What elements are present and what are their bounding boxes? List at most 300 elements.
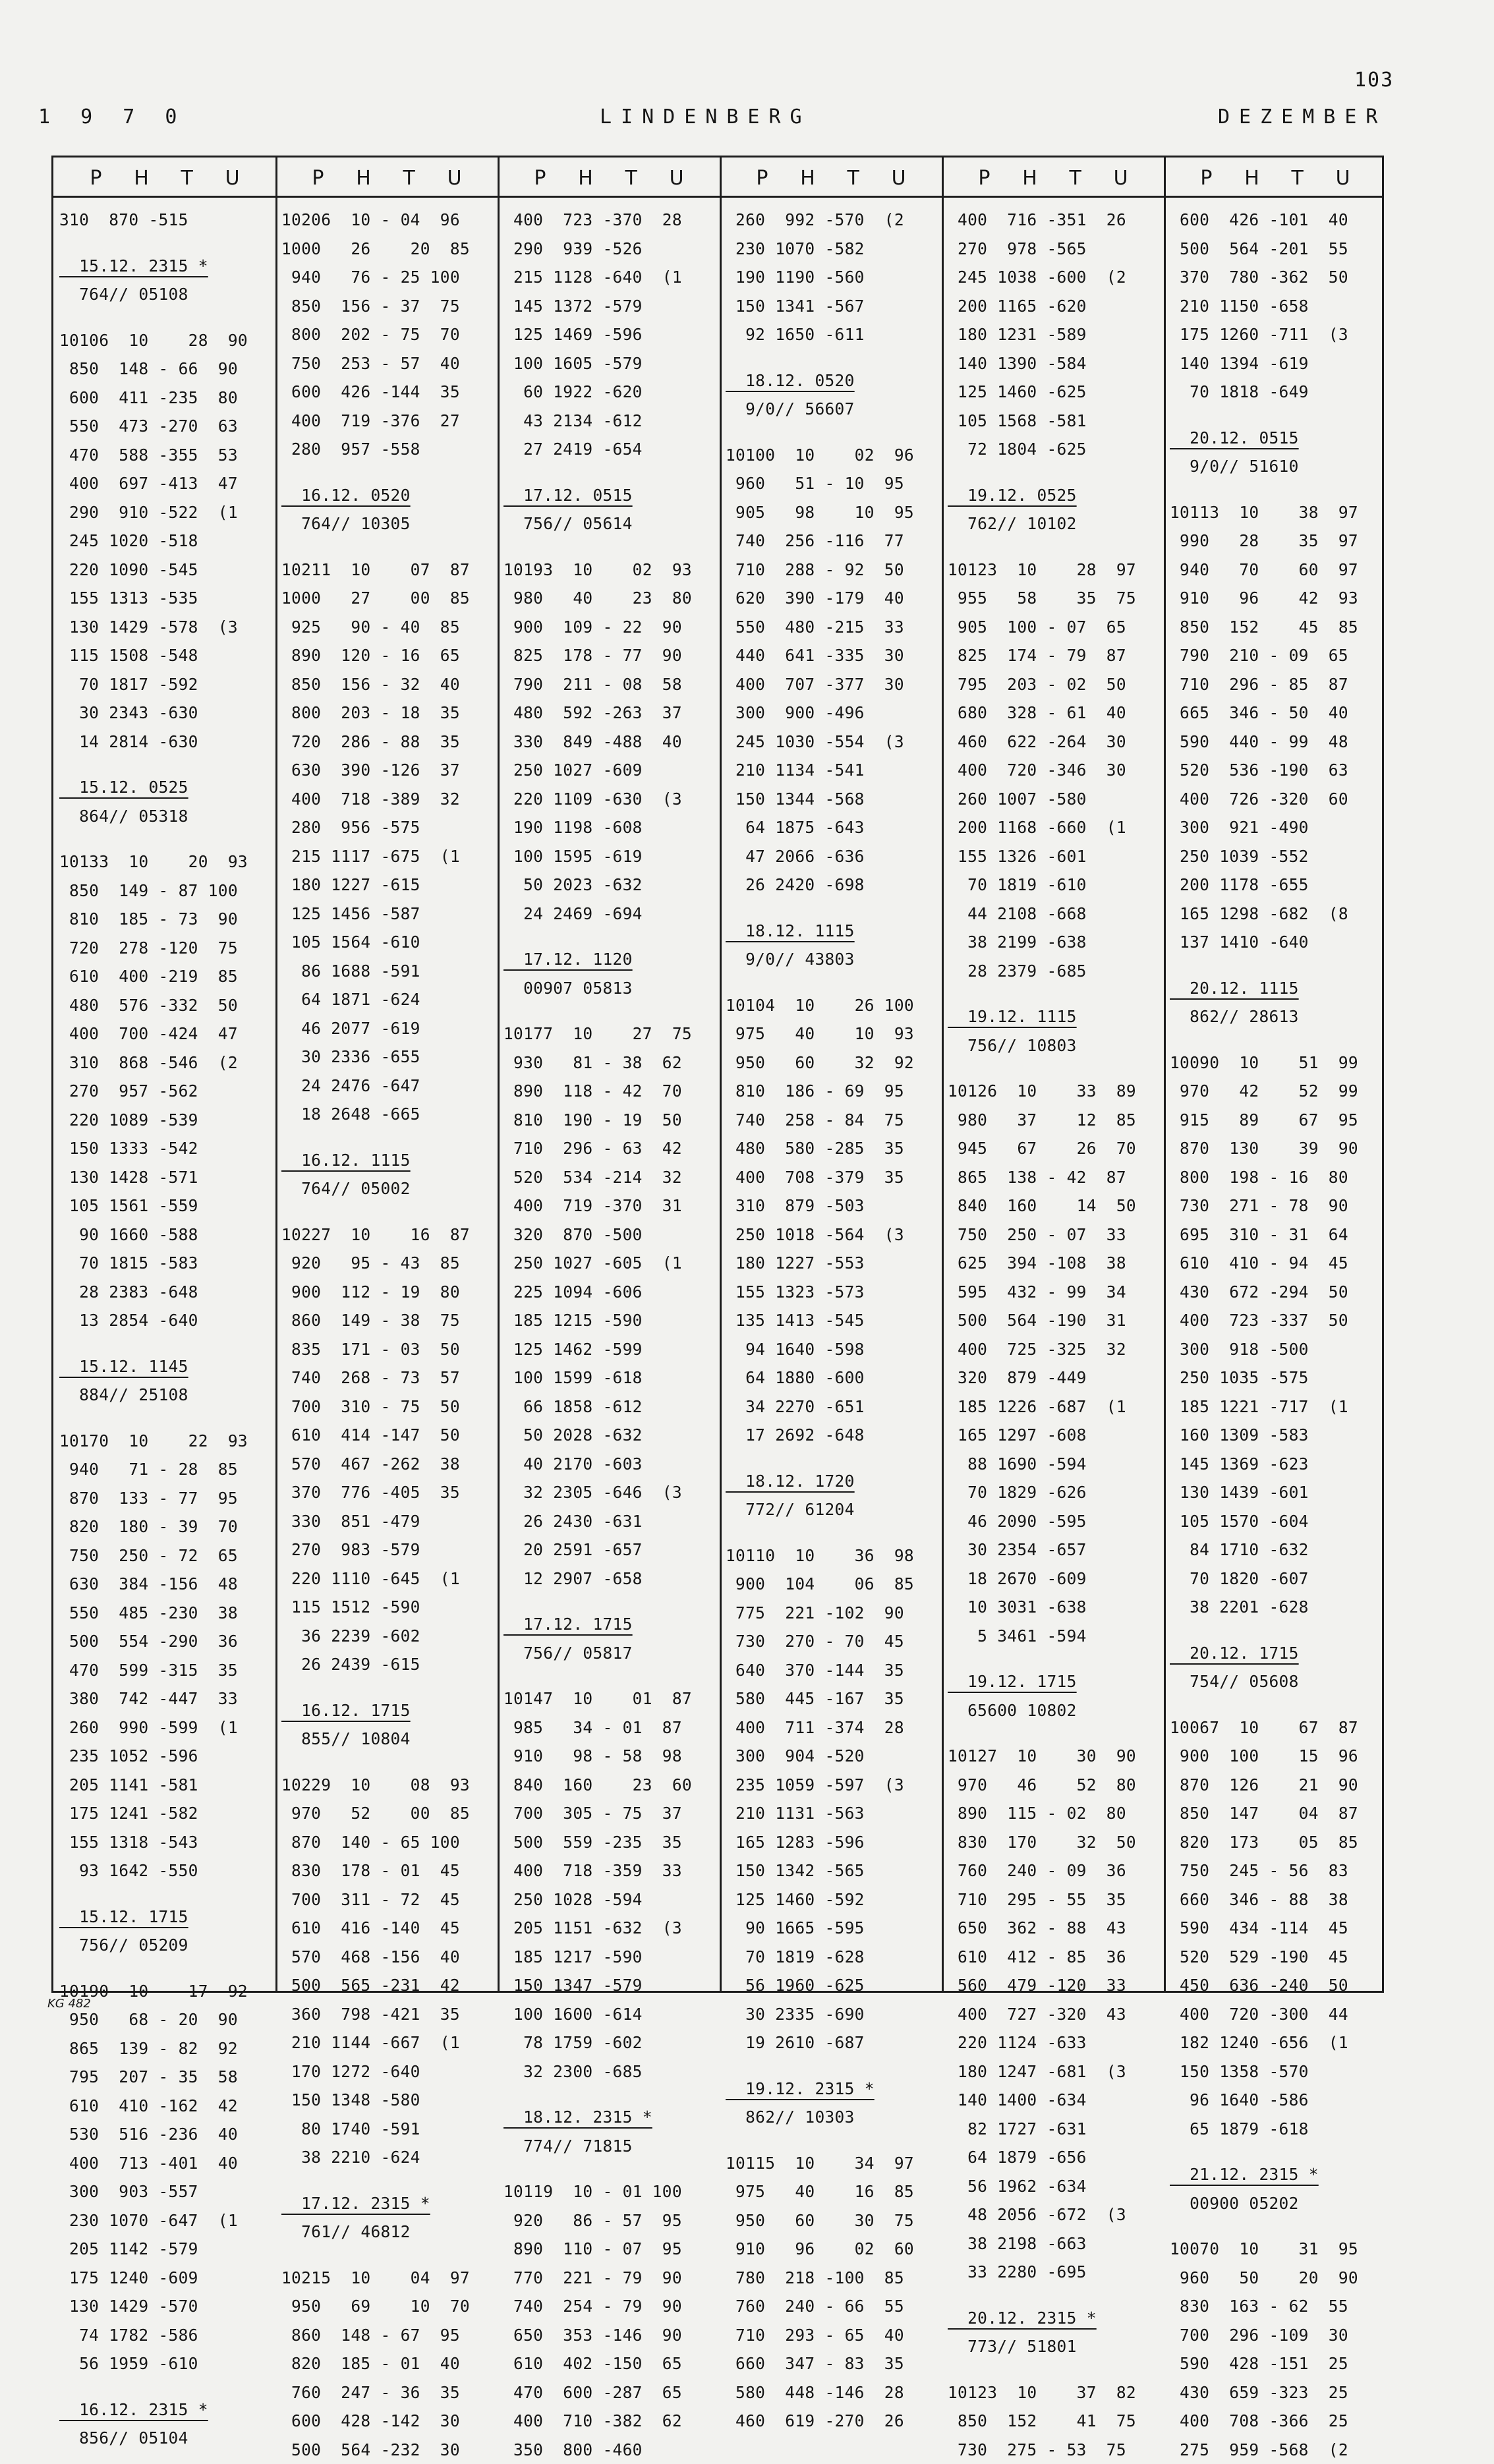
spacer	[503, 1002, 714, 1019]
spacer	[1170, 481, 1381, 498]
data-row: 300 904 -520	[726, 1742, 936, 1771]
column-header-label: P	[1200, 161, 1212, 196]
data-row: 30 2336 -655	[281, 1043, 492, 1072]
data-row: 950 60 32 92	[726, 1048, 936, 1077]
data-row: 70 1815 -583	[59, 1249, 270, 1278]
data-row: 32 2305 -646 (3	[503, 1478, 714, 1507]
ascent-date-time: 21.12. 2315 *	[1170, 2160, 1381, 2189]
data-row: 38 2199 -638	[948, 928, 1159, 957]
spacer	[503, 928, 714, 945]
data-row: 270 978 -565	[948, 235, 1159, 264]
data-row: 600 428 -142 30	[281, 2407, 492, 2436]
data-row: 48 2056 -672 (3	[948, 2200, 1159, 2229]
data-row: 70 1817 -592	[59, 670, 270, 699]
data-row: 250 1027 -609	[503, 756, 714, 785]
spacer	[281, 464, 492, 481]
data-row: 150 1344 -568	[726, 785, 936, 814]
data-row: 235 1059 -597 (3	[726, 1771, 936, 1800]
data-row: 600 426 -101 40	[1170, 206, 1381, 235]
header-station: LINDENBERG	[600, 105, 811, 129]
column-separator	[275, 158, 277, 1991]
data-row: 245 1030 -554 (3	[726, 728, 936, 757]
data-row: 100 1600 -614	[503, 2000, 714, 2029]
data-row: 270 957 -562	[59, 1077, 270, 1106]
data-row: 760 247 - 36 35	[281, 2378, 492, 2407]
column-header-label: H	[1022, 161, 1037, 196]
data-row: 10 3031 -638	[948, 1593, 1159, 1622]
data-row: 740 256 -116 77	[726, 527, 936, 556]
column-header-label: T	[1292, 161, 1304, 196]
column-header-label: U	[447, 161, 462, 196]
ascent-code: 884// 25108	[59, 1381, 270, 1410]
data-row: 26 2439 -615	[281, 1650, 492, 1679]
ascent-code: 774// 71815	[503, 2132, 714, 2161]
data-row: 595 432 - 99 34	[948, 1278, 1159, 1307]
data-row: 82 1727 -631	[948, 2115, 1159, 2144]
column-separator	[1164, 158, 1166, 1991]
data-row: 985 34 - 01 87	[503, 1713, 714, 1742]
data-row: 10106 10 28 90	[59, 326, 270, 355]
data-row: 170 1272 -640	[281, 2057, 492, 2086]
data-row: 26 2420 -698	[726, 871, 936, 900]
data-row: 900 112 - 19 80	[281, 1278, 492, 1307]
data-row: 400 716 -351 26	[948, 206, 1159, 235]
data-row: 230 1070 -582	[726, 235, 936, 264]
ascent-date-time: 16.12. 1715	[281, 1696, 492, 1725]
form-code: KG 482	[47, 1997, 91, 2011]
data-row: 835 171 - 03 50	[281, 1335, 492, 1364]
ascent-code: 856// 05104	[59, 2424, 270, 2453]
data-row: 150 1333 -542	[59, 1134, 270, 1163]
column-header	[59, 161, 270, 196]
ascent-date-time: 20.12. 1115	[1170, 974, 1381, 1003]
data-row: 270 983 -579	[281, 1535, 492, 1564]
data-row: 250 1028 -594	[503, 1885, 714, 1914]
data-row: 175 1260 -711 (3	[1170, 320, 1381, 349]
data-row: 500 554 -290 36	[59, 1627, 270, 1656]
column-header-label: T	[403, 161, 415, 196]
data-row: 210 1134 -541	[726, 756, 936, 785]
data-row: 250 1018 -564 (3	[726, 1220, 936, 1249]
spacer	[503, 464, 714, 481]
ascent-date-time: 19.12. 2315 *	[726, 2075, 936, 2104]
data-row: 320 870 -500	[503, 1220, 714, 1249]
data-row: 430 672 -294 50	[1170, 1278, 1381, 1307]
data-row: 260 1007 -580	[948, 785, 1159, 814]
spacer	[726, 349, 936, 366]
data-row: 750 250 - 72 65	[59, 1541, 270, 1570]
data-row: 215 1117 -675 (1	[281, 842, 492, 871]
data-row: 400 723 -370 28	[503, 206, 714, 235]
ascent-code: 9/0// 51610	[1170, 452, 1381, 481]
data-row: 135 1413 -545	[726, 1306, 936, 1335]
data-row: 400 697 -413 47	[59, 469, 270, 498]
data-row: 560 479 -120 33	[948, 1971, 1159, 2000]
data-row: 850 156 - 32 40	[281, 670, 492, 699]
data-row: 27 2419 -654	[503, 435, 714, 464]
data-row: 610 412 - 85 36	[948, 1943, 1159, 1972]
spacer	[281, 538, 492, 556]
data-row: 125 1456 -587	[281, 900, 492, 929]
data-row: 400 713 -401 40	[59, 2149, 270, 2178]
data-row: 590 434 -114 45	[1170, 1914, 1381, 1943]
ascent-date-time: 18.12. 1720	[726, 1467, 936, 1496]
data-row: 930 81 - 38 62	[503, 1048, 714, 1077]
column-header-label: H	[134, 161, 149, 196]
data-row: 125 1462 -599	[503, 1335, 714, 1364]
ascent-code: 855// 10804	[281, 1725, 492, 1754]
data-row: 90 1665 -595	[726, 1914, 936, 1943]
data-row: 810 185 - 73 90	[59, 905, 270, 934]
data-row: 38 2210 -624	[281, 2143, 492, 2172]
data-row: 64 1875 -643	[726, 813, 936, 842]
ascent-date-time: 20.12. 1715	[1170, 1639, 1381, 1668]
data-row: 46 2077 -619	[281, 1014, 492, 1043]
column-header-label: H	[1244, 161, 1259, 196]
ascent-date-time: 19.12. 1715	[948, 1667, 1159, 1696]
data-row: 360 798 -421 35	[281, 2000, 492, 2029]
data-row: 20 2591 -657	[503, 1535, 714, 1564]
data-row: 500 564 -190 31	[948, 1306, 1159, 1335]
column-header-label: P	[534, 161, 546, 196]
header-rule	[53, 196, 1382, 198]
data-row: 850 156 - 37 75	[281, 292, 492, 321]
data-row: 940 71 - 28 85	[59, 1455, 270, 1484]
data-row: 830 163 - 62 55	[1170, 2292, 1381, 2321]
data-row: 12 2907 -658	[503, 1564, 714, 1593]
data-row: 64 1879 -656	[948, 2143, 1159, 2172]
data-row: 300 918 -500	[1170, 1335, 1381, 1364]
header-year: 1 9 7 0	[38, 105, 186, 129]
column-header-label: T	[625, 161, 637, 196]
column-header-label: H	[578, 161, 593, 196]
spacer	[281, 1203, 492, 1220]
spacer	[503, 1667, 714, 1684]
column-separator	[498, 158, 500, 1991]
data-row: 820 173 05 85	[1170, 1828, 1381, 1857]
data-row: 890 118 - 42 70	[503, 1077, 714, 1106]
spacer	[59, 830, 270, 847]
data-row: 570 467 -262 38	[281, 1450, 492, 1479]
data-row: 400 726 -320 60	[1170, 785, 1381, 814]
data-row: 520 536 -190 63	[1170, 756, 1381, 785]
data-row: 250 1027 -605 (1	[503, 1249, 714, 1278]
data-row: 920 86 - 57 95	[503, 2206, 714, 2235]
data-row: 145 1372 -579	[503, 292, 714, 321]
data-row: 10127 10 30 90	[948, 1742, 1159, 1771]
ascent-code: 773// 51801	[948, 2332, 1159, 2361]
column-header-label: U	[225, 161, 240, 196]
data-row: 150 1358 -570	[1170, 2057, 1381, 2086]
data-row: 10190 10 17 92	[59, 1977, 270, 2006]
data-row: 865 139 - 82 92	[59, 2034, 270, 2063]
data-row: 250 1039 -552	[1170, 842, 1381, 871]
spacer	[948, 1650, 1159, 1667]
column-header	[503, 161, 714, 196]
ascent-code: 761// 46812	[281, 2218, 492, 2247]
data-row: 400 719 -376 27	[281, 407, 492, 436]
ascent-code: 862// 28613	[1170, 1002, 1381, 1031]
data-row: 825 178 - 77 90	[503, 641, 714, 670]
spacer	[948, 1060, 1159, 1077]
data-row: 650 353 -146 90	[503, 2321, 714, 2350]
data-row: 370 776 -405 35	[281, 1478, 492, 1507]
ascent-code: 762// 10102	[948, 509, 1159, 538]
data-row: 180 1227 -553	[726, 1249, 936, 1278]
data-row: 46 2090 -595	[948, 1507, 1159, 1536]
ascent-code: 772// 61204	[726, 1495, 936, 1524]
data-row: 470 599 -315 35	[59, 1656, 270, 1685]
ascent-date-time: 18.12. 1115	[726, 917, 936, 946]
data-row: 225 1094 -606	[503, 1278, 714, 1307]
data-row: 760 240 - 66 55	[726, 2292, 936, 2321]
page-number: 103	[1354, 69, 1394, 92]
column-header-label: U	[1336, 161, 1350, 196]
ascent-date-time: 17.12. 0515	[503, 481, 714, 510]
data-row: 630 390 -126 37	[281, 756, 492, 785]
data-row: 160 1309 -583	[1170, 1421, 1381, 1450]
data-row: 70 1820 -607	[1170, 1564, 1381, 1593]
spacer	[503, 2086, 714, 2103]
data-row: 710 295 - 55 35	[948, 1885, 1159, 1914]
data-row: 945 67 26 70	[948, 1134, 1159, 1163]
ascent-date-time: 20.12. 2315 *	[948, 2304, 1159, 2333]
data-row: 30 2335 -690	[726, 2000, 936, 2029]
spacer	[503, 1593, 714, 1610]
data-row: 740 268 - 73 57	[281, 1363, 492, 1392]
data-row: 70 1819 -628	[726, 1943, 936, 1972]
spacer	[948, 2287, 1159, 2304]
data-row: 125 1460 -625	[948, 378, 1159, 407]
data-row: 220 1110 -645 (1	[281, 1564, 492, 1593]
data-row: 290 939 -526	[503, 235, 714, 264]
data-row: 56 1962 -634	[948, 2172, 1159, 2201]
spacer	[948, 2361, 1159, 2378]
data-row: 96 1640 -586	[1170, 2086, 1381, 2115]
data-row: 940 76 - 25 100	[281, 263, 492, 292]
ascent-date-time: 15.12. 1715	[59, 1903, 270, 1932]
data-row: 970 42 52 99	[1170, 1077, 1381, 1106]
data-row: 150 1341 -567	[726, 292, 936, 321]
data-row: 130 1429 -570	[59, 2292, 270, 2321]
column-header-label: P	[312, 161, 324, 196]
spacer	[1170, 2143, 1381, 2160]
data-row: 38 2201 -628	[1170, 1593, 1381, 1622]
data-row: 90 1660 -588	[59, 1220, 270, 1249]
data-row: 310 868 -546 (2	[59, 1048, 270, 1077]
data-row: 18 2648 -665	[281, 1100, 492, 1129]
data-row: 50 2028 -632	[503, 1421, 714, 1450]
data-row: 205 1151 -632 (3	[503, 1914, 714, 1943]
data-row: 990 28 35 97	[1170, 527, 1381, 556]
data-row: 125 1469 -596	[503, 320, 714, 349]
data-row: 137 1410 -640	[1170, 928, 1381, 957]
data-row: 43 2134 -612	[503, 407, 714, 436]
data-row: 140 1400 -634	[948, 2086, 1159, 2115]
data-row: 180 1227 -615	[281, 871, 492, 900]
spacer	[59, 1410, 270, 1427]
spacer	[726, 974, 936, 991]
data-row: 590 428 -151 25	[1170, 2349, 1381, 2378]
data-row: 470 600 -287 65	[503, 2378, 714, 2407]
data-row: 970 52 00 85	[281, 1799, 492, 1828]
data-row: 300 921 -490	[1170, 813, 1381, 842]
data-row: 185 1215 -590	[503, 1306, 714, 1335]
data-row: 870 140 - 65 100	[281, 1828, 492, 1857]
data-row: 105 1564 -610	[281, 928, 492, 957]
data-row: 665 346 - 50 40	[1170, 699, 1381, 728]
data-row: 220 1109 -630 (3	[503, 785, 714, 814]
data-row: 10206 10 - 04 96	[281, 206, 492, 235]
data-row: 155 1318 -543	[59, 1828, 270, 1857]
spacer	[281, 1754, 492, 1771]
ascent-code: 764// 05108	[59, 280, 270, 309]
data-row: 215 1128 -640 (1	[503, 263, 714, 292]
spacer	[281, 2172, 492, 2189]
data-row: 280 956 -575	[281, 813, 492, 842]
data-row: 700 311 - 72 45	[281, 1885, 492, 1914]
data-row: 830 178 - 01 45	[281, 1856, 492, 1885]
data-row: 460 619 -270 26	[726, 2407, 936, 2436]
data-row: 625 394 -108 38	[948, 1249, 1159, 1278]
data-row: 100 1595 -619	[503, 842, 714, 871]
ascent-code: 9/0// 56607	[726, 395, 936, 424]
spacer	[59, 1885, 270, 1903]
data-row: 380 742 -447 33	[59, 1684, 270, 1713]
data-row: 850 152 41 75	[948, 2407, 1159, 2436]
data-row: 400 727 -320 43	[948, 2000, 1159, 2029]
spacer	[948, 538, 1159, 556]
data-row: 750 245 - 56 83	[1170, 1856, 1381, 1885]
data-row: 50 2023 -632	[503, 871, 714, 900]
data-row: 275 959 -568 (2	[1170, 2436, 1381, 2464]
data-row: 175 1241 -582	[59, 1799, 270, 1828]
data-row: 56 1960 -625	[726, 1971, 936, 2000]
data-row: 165 1297 -608	[948, 1421, 1159, 1450]
data-row: 1000 26 20 85	[281, 235, 492, 264]
data-row: 955 58 35 75	[948, 584, 1159, 613]
spacer	[281, 2247, 492, 2264]
data-row: 770 221 - 79 90	[503, 2264, 714, 2293]
spacer	[1170, 1696, 1381, 1713]
data-row: 115 1508 -548	[59, 641, 270, 670]
data-row: 10126 10 33 89	[948, 1077, 1159, 1106]
data-row: 78 1759 -602	[503, 2028, 714, 2057]
spacer	[726, 2057, 936, 2075]
data-row: 900 104 06 85	[726, 1570, 936, 1599]
data-row: 44 2108 -668	[948, 900, 1159, 929]
data-row: 64 1880 -600	[726, 1363, 936, 1392]
data-row: 400 708 -379 35	[726, 1163, 936, 1192]
spacer	[1170, 2218, 1381, 2235]
column-header-label: T	[848, 161, 859, 196]
data-row: 775 221 -102 90	[726, 1599, 936, 1628]
data-row: 400 708 -366 25	[1170, 2407, 1381, 2436]
spacer	[503, 2160, 714, 2177]
data-row: 890 115 - 02 80	[948, 1799, 1159, 1828]
data-row: 850 147 04 87	[1170, 1799, 1381, 1828]
data-row: 950 69 10 70	[281, 2292, 492, 2321]
data-row: 66 1858 -612	[503, 1392, 714, 1421]
data-row: 915 89 67 95	[1170, 1106, 1381, 1135]
data-row: 245 1020 -518	[59, 527, 270, 556]
data-row: 10104 10 26 100	[726, 991, 936, 1020]
data-row: 250 1035 -575	[1170, 1363, 1381, 1392]
data-row: 310 870 -515	[59, 206, 270, 235]
data-row: 280 957 -558	[281, 435, 492, 464]
ascent-date-time: 19.12. 1115	[948, 1002, 1159, 1031]
data-row: 17 2692 -648	[726, 1421, 936, 1450]
data-row: 980 37 12 85	[948, 1106, 1159, 1135]
data-row: 70 1829 -626	[948, 1478, 1159, 1507]
data-row: 24 2476 -647	[281, 1072, 492, 1101]
data-row: 92 1650 -611	[726, 320, 936, 349]
data-row: 825 174 - 79 87	[948, 641, 1159, 670]
data-row: 910 98 - 58 98	[503, 1742, 714, 1771]
data-row: 72 1804 -625	[948, 435, 1159, 464]
data-row: 870 130 39 90	[1170, 1134, 1381, 1163]
data-row: 64 1871 -624	[281, 985, 492, 1014]
data-row: 710 293 - 65 40	[726, 2321, 936, 2350]
data-row: 720 286 - 88 35	[281, 728, 492, 757]
data-row: 470 588 -355 53	[59, 441, 270, 470]
data-column	[726, 206, 936, 1985]
data-row: 10113 10 38 97	[1170, 498, 1381, 527]
data-row: 190 1190 -560	[726, 263, 936, 292]
data-row: 130 1439 -601	[1170, 1478, 1381, 1507]
data-row: 650 362 - 88 43	[948, 1914, 1159, 1943]
data-row: 235 1052 -596	[59, 1742, 270, 1771]
data-row: 10170 10 22 93	[59, 1427, 270, 1456]
data-row: 865 138 - 42 87	[948, 1163, 1159, 1192]
column-header	[948, 161, 1159, 196]
data-row: 84 1710 -632	[1170, 1535, 1381, 1564]
data-row: 840 160 23 60	[503, 1771, 714, 1800]
data-row: 850 152 45 85	[1170, 613, 1381, 642]
spacer	[503, 538, 714, 556]
column-header-label: T	[1070, 161, 1081, 196]
spacer	[59, 1335, 270, 1352]
ascent-code: 864// 05318	[59, 802, 270, 831]
data-row: 700 305 - 75 37	[503, 1799, 714, 1828]
data-row: 155 1323 -573	[726, 1278, 936, 1307]
data-row: 10211 10 07 87	[281, 556, 492, 585]
data-row: 750 250 - 07 33	[948, 1220, 1159, 1249]
data-row: 730 271 - 78 90	[1170, 1191, 1381, 1220]
data-row: 730 275 - 53 75	[948, 2436, 1159, 2464]
data-row: 56 1959 -610	[59, 2349, 270, 2378]
spacer	[726, 2132, 936, 2149]
data-row: 30 2343 -630	[59, 699, 270, 728]
data-row: 10227 10 16 87	[281, 1220, 492, 1249]
data-row: 610 416 -140 45	[281, 1914, 492, 1943]
data-row: 10119 10 - 01 100	[503, 2177, 714, 2206]
data-row: 610 400 -219 85	[59, 962, 270, 991]
data-column	[503, 206, 714, 1985]
ascent-date-time: 17.12. 1120	[503, 945, 714, 974]
data-row: 940 70 60 97	[1170, 556, 1381, 585]
data-row: 700 310 - 75 50	[281, 1392, 492, 1421]
data-row: 10147 10 01 87	[503, 1684, 714, 1713]
data-row: 145 1369 -623	[1170, 1450, 1381, 1479]
data-row: 860 149 - 38 75	[281, 1306, 492, 1335]
column-header-label: H	[356, 161, 371, 196]
data-row: 155 1313 -535	[59, 584, 270, 613]
data-row: 185 1221 -717 (1	[1170, 1392, 1381, 1421]
data-row: 60 1922 -620	[503, 378, 714, 407]
data-row: 1000 27 00 85	[281, 584, 492, 613]
data-row: 900 109 - 22 90	[503, 613, 714, 642]
